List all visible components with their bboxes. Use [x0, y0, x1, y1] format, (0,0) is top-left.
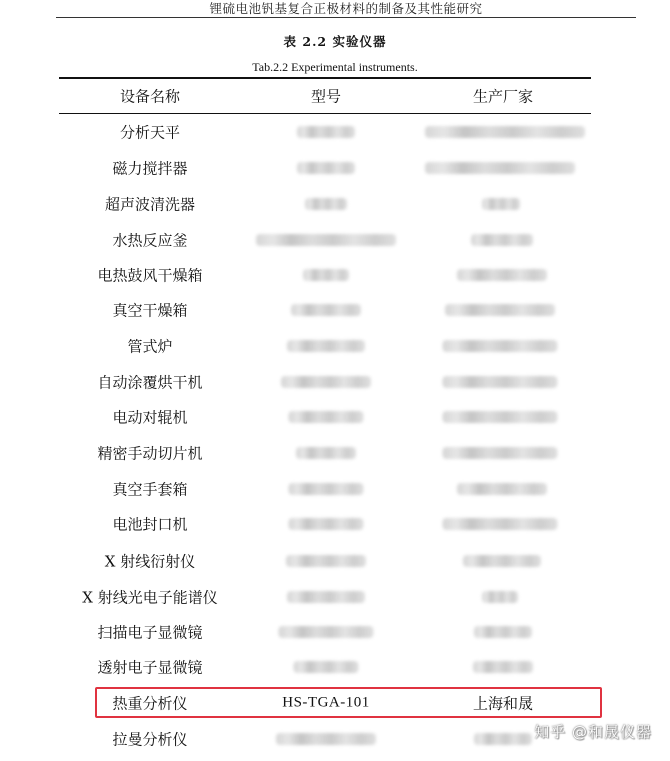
redacted-maker	[474, 733, 532, 745]
redacted-model	[291, 304, 361, 316]
column-header-model: 型号	[310, 87, 342, 106]
redacted-maker	[443, 447, 558, 459]
table-caption-en: Tab.2.2 Experimental instruments.	[252, 60, 418, 74]
redacted-maker	[457, 483, 547, 495]
instrument-maker: 上海和晟	[472, 694, 534, 713]
instrument-name: 磁力搅拌器	[112, 159, 188, 178]
redacted-maker	[443, 376, 558, 388]
redacted-model	[303, 269, 349, 281]
instrument-name: 真空干燥箱	[112, 301, 188, 320]
instrument-name: 电动对辊机	[112, 408, 188, 427]
redacted-model	[287, 340, 365, 352]
redacted-model	[296, 447, 356, 459]
redacted-maker	[425, 162, 575, 174]
redacted-maker	[473, 661, 533, 673]
instrument-name: 电热鼓风干燥箱	[97, 266, 203, 285]
redacted-model	[289, 483, 364, 495]
instrument-name: 扫描电子显微镜	[97, 623, 203, 642]
instrument-name: 自动涂覆烘干机	[97, 373, 203, 392]
redacted-model	[294, 661, 359, 673]
instrument-model: HS-TGA-101	[282, 694, 370, 711]
instrument-name: 拉曼分析仪	[112, 730, 188, 749]
redacted-model	[279, 626, 374, 638]
redacted-model	[286, 555, 366, 567]
redacted-maker	[482, 591, 518, 603]
instrument-name: 热重分析仪	[112, 694, 188, 713]
table-caption-cn: 表 2.2 实验仪器	[283, 34, 387, 49]
redacted-maker	[445, 304, 555, 316]
table-header-rule	[59, 113, 591, 114]
redacted-model	[276, 733, 376, 745]
instrument-name: 电池封口机	[112, 515, 188, 534]
table-top-rule	[59, 77, 591, 79]
redacted-model	[256, 234, 396, 246]
watermark: 知乎 @和晟仪器	[534, 723, 652, 741]
redacted-model	[305, 198, 347, 210]
redacted-model	[297, 126, 355, 138]
redacted-model	[289, 411, 364, 423]
redacted-maker	[482, 198, 520, 210]
redacted-maker	[425, 126, 585, 138]
redacted-model	[289, 518, 364, 530]
redacted-model	[281, 376, 371, 388]
instrument-name: 管式炉	[127, 337, 173, 356]
redacted-maker	[463, 555, 541, 567]
instrument-name: 真空手套箱	[112, 480, 188, 499]
redacted-model	[297, 162, 355, 174]
column-header-maker: 生产厂家	[472, 87, 534, 106]
redacted-maker	[457, 269, 547, 281]
instrument-name: 超声波清洗器	[104, 195, 196, 214]
instrument-name: 水热反应釜	[112, 231, 188, 250]
redacted-maker	[471, 234, 533, 246]
redacted-maker	[474, 626, 532, 638]
instrument-name: 分析天平	[119, 123, 181, 142]
instrument-name: 精密手动切片机	[97, 444, 203, 463]
column-header-name: 设备名称	[119, 87, 181, 106]
instrument-name: X 射线衍射仪	[104, 552, 196, 571]
redacted-maker	[443, 340, 558, 352]
running-header: 锂硫电池钒基复合正极材料的制备及其性能研究	[56, 0, 636, 18]
instrument-name: 透射电子显微镜	[97, 658, 203, 677]
redacted-maker	[443, 411, 558, 423]
redacted-model	[287, 591, 365, 603]
redacted-maker	[443, 518, 558, 530]
instrument-name: X 射线光电子能谱仪	[82, 588, 218, 607]
